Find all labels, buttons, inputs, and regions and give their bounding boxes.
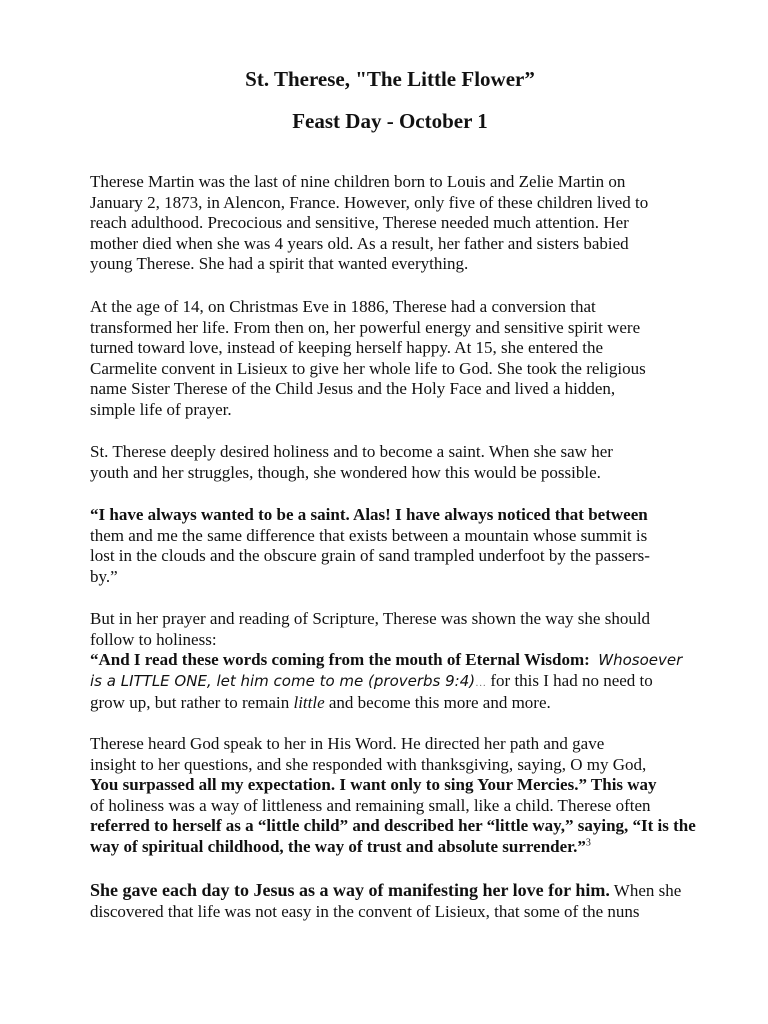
text-line: discovered that life was not easy in the convent of Lisieux, that some of the nuns: [90, 901, 640, 921]
text-line: by.”: [90, 566, 118, 586]
text-run: When she: [609, 881, 682, 900]
quote-line: referred to herself as a “little child” and described her “little way,” saying, “It is the: [90, 816, 696, 836]
text-line: name Sister Therese of the Child Jesus and the Holy Face and lived a hidden,: [90, 379, 616, 399]
quote-bold-text: “And I read these words coming from the mouth of Eternal Wisdom:: [90, 650, 590, 670]
text-line: of holiness was a way of littleness and remaining small, like a child. Therese often: [90, 795, 651, 815]
text-line: youth and her struggles, though, she wondered how this would be possible.: [90, 462, 601, 482]
italic-word: little: [293, 693, 325, 713]
text-line: St. Therese deeply desired holiness and to become a saint. When she saw her: [90, 442, 613, 461]
lead-bold-text: She gave each day to Jesus as a way of manifesting her love for him.: [90, 880, 610, 900]
quote-line: “I have always wanted to be a saint. Alas! I have always noticed that between: [90, 505, 648, 524]
text-line: [90, 693, 690, 714]
paragraph-5: [90, 609, 690, 714]
scripture-italic-text: Whosoever: [598, 651, 683, 670]
text-line: mother died when she was 4 years old. As a result, her father and sisters babied: [90, 233, 629, 253]
quote-line: You surpassed all my expectation. I want only to sing Your Mercies.” This way: [90, 775, 657, 795]
paragraph-3: [90, 442, 690, 483]
text-run: and become this more and more.: [324, 693, 551, 713]
paragraph-7: [90, 880, 690, 922]
scripture-italic-text: is a LITTLE ONE, let him come to me (proverbs 9:4): [90, 671, 476, 690]
text-run: grow up, but rather to remain: [90, 693, 294, 713]
text-line: them and me the same difference that exists between a mountain whose summit is: [90, 525, 648, 545]
footnote-marker: 3: [585, 837, 591, 849]
text-line: [90, 880, 690, 902]
text-line: Therese heard God speak to her in His Word. He directed her path and gave: [90, 734, 605, 753]
paragraph-1: [90, 172, 690, 275]
text-line: Therese Martin was the last of nine children born to Louis and Zelie Martin on: [90, 172, 626, 191]
paragraph-2: [90, 297, 690, 421]
text-line: simple life of prayer.: [90, 399, 232, 419]
text-line: reach adulthood. Precocious and sensitive, Therese needed much attention. Her: [90, 213, 629, 233]
paragraph-6: [90, 734, 696, 858]
text-line: lost in the clouds and the obscure grain of sand trampled underfoot by the passers-: [90, 546, 650, 566]
text-line: But in her prayer and reading of Scripture, Therese was shown the way she should: [90, 609, 651, 628]
scripture-line: [90, 671, 690, 694]
page-subtitle: Feast Day - October 1: [292, 109, 488, 133]
text-line: Carmelite convent in Lisieux to give her whole life to God. She took the religious: [90, 358, 646, 378]
quote-paragraph: [90, 505, 690, 587]
text-line: follow to holiness:: [90, 629, 217, 649]
text-line: young Therese. She had a spirit that wanted everything.: [90, 254, 469, 274]
quote-bold-text: way of spiritual childhood, the way of trust and absolute surrender.”: [90, 836, 586, 856]
scripture-line: [90, 650, 690, 671]
text-line: [90, 837, 690, 858]
text-run: for this I had no need to: [486, 670, 653, 690]
text-line: insight to her questions, and she responded with thanksgiving, saying, O my God,: [90, 754, 647, 774]
ellipsis: …: [475, 676, 487, 689]
text-line: turned toward love, instead of keeping herself happy. At 15, she entered the: [90, 338, 603, 358]
text-line: transformed her life. From then on, her powerful energy and sensitive spirit were: [90, 317, 641, 337]
text-line: January 2, 1873, in Alencon, France. However, only five of these children lived to: [90, 192, 649, 212]
page-title: St. Therese, "The Little Flower”: [245, 67, 535, 91]
text-line: At the age of 14, on Christmas Eve in 1886, Therese had a conversion that: [90, 297, 596, 316]
